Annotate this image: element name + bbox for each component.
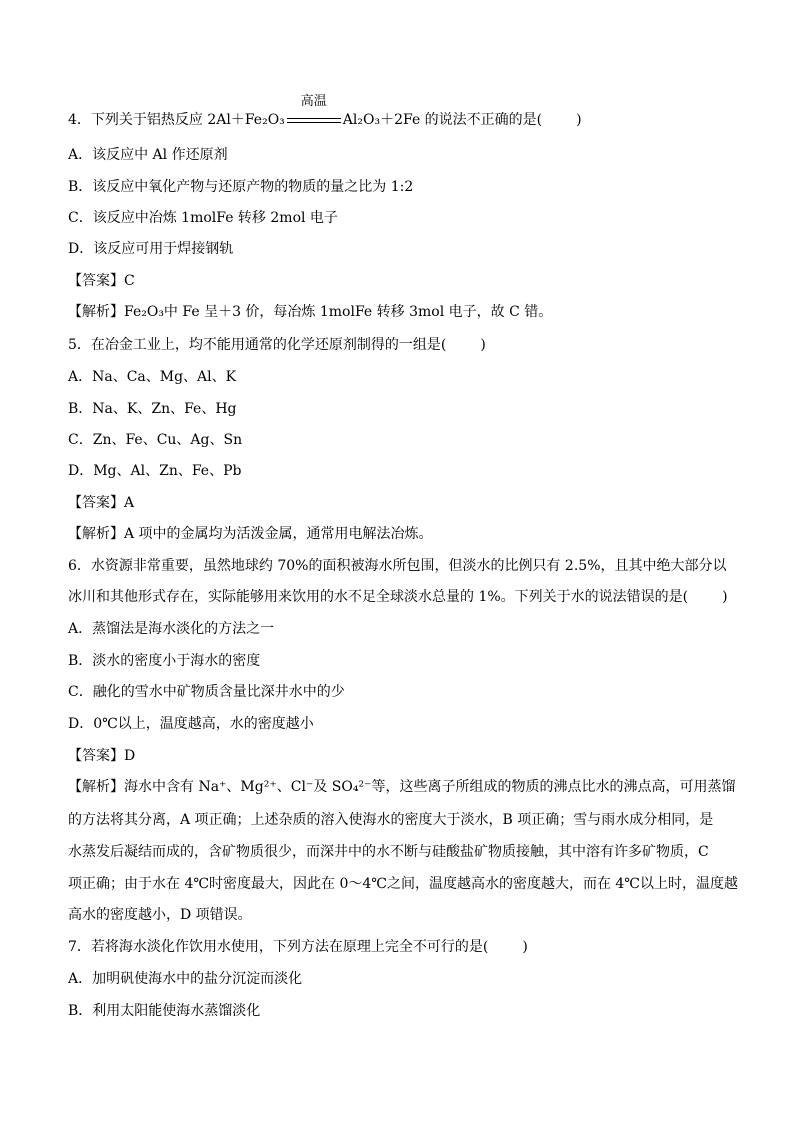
q4-option-b: B．该反应中氧化产物与还原产物的物质的量之比为 1:2	[68, 179, 414, 195]
q7-option-a: A．加明矾使海水中的盐分沉淀而淡化	[68, 971, 303, 987]
q7-option-b: B．利用太阳能使海水蒸馏淡化	[68, 1003, 261, 1019]
q4-analysis: 【解析】Fe₂O₃中 Fe 呈＋3 价，每冶炼 1molFe 转移 3mol 电子，故 C 错。	[68, 304, 553, 320]
q4-stem	[68, 94, 582, 130]
q7-stem	[68, 937, 528, 957]
q5-option-c: C．Zn、Fe、Cu、Ag、Sn	[68, 432, 243, 448]
q4-stem-prefix: 4．下列关于铝热反应 2Al＋Fe₂O₃	[68, 112, 285, 128]
q6-analysis-line-5: 高水的密度越小，D 项错误。	[68, 907, 252, 923]
reaction-arrow	[287, 94, 341, 130]
q5-option-d: D．Mg、Al、Zn、Fe、Pb	[68, 463, 242, 479]
q5-analysis: 【解析】A 项中的金属均为活泼金属，通常用电解法冶炼。	[68, 526, 433, 542]
q6-analysis-line-1: 【解析】海水中含有 Na⁺、Mg²⁺、Cl⁻及 SO₄²⁻等，这些离子所组成的物质的沸点比水的沸点高，可用蒸馏	[68, 779, 736, 795]
answer-blank-close: )	[576, 112, 582, 128]
q4-stem-suffix: Al₂O₃＋2Fe 的说法不正确的是(	[342, 112, 543, 128]
answer-blank-close: )	[522, 939, 528, 955]
q6-option-a: A．蒸馏法是海水淡化的方法之一	[68, 621, 275, 637]
q5-stem	[68, 335, 486, 355]
q6-stem-line-1: 6．水资源非常重要，虽然地球约 70%的面积被海水所包围，但淡水的比例只有 2.5%，且其中绝大部分以	[68, 558, 727, 574]
q5-option-a: A．Na、Ca、Mg、Al、K	[68, 369, 237, 385]
q6-analysis-line-2: 的方法将其分离，A 项正确；上述杂质的溶入使海水的密度大于淡水，B 项正确；雪与雨水成分相同，是	[68, 812, 714, 828]
q6-analysis-line-3: 水蒸发后凝结而成的，含矿物质很少，而深井中的水不断与硅酸盐矿物质接触，其中溶有许多矿物质，C	[68, 844, 709, 860]
q4-option-d: D．该反应可用于焊接钢轨	[68, 241, 234, 257]
q6-option-c: C．融化的雪水中矿物质含量比深井水中的少	[68, 684, 345, 700]
answer-blank-close: )	[480, 337, 486, 353]
q6-stem-line-2	[68, 587, 728, 607]
q7-stem-text: 7．若将海水淡化作饮用水使用，下列方法在原理上完全不可行的是(	[68, 939, 489, 955]
q6-stem-text: 冰川和其他形式存在，实际能够用来饮用的水不足全球淡水总量的 1%。下列关于水的说法错误的是(	[68, 589, 689, 605]
q6-analysis-line-4: 项正确；由于水在 4℃时密度最大，因此在 0～4℃之间，温度越高水的密度越大，而在 4℃以上时，温度越	[68, 876, 738, 892]
q5-answer: 【答案】A	[68, 495, 135, 511]
q6-option-d: D．0℃以上，温度越高，水的密度越小	[68, 716, 314, 732]
q5-stem-text: 5．在冶金工业上，均不能用通常的化学还原剂制得的一组是(	[68, 337, 447, 353]
q6-answer: 【答案】D	[68, 748, 136, 764]
q4-option-a: A．该反应中 Al 作还原剂	[68, 147, 228, 163]
answer-blank-close: )	[722, 589, 728, 605]
q6-option-b: B．淡水的密度小于海水的密度	[68, 653, 261, 669]
q4-answer: 【答案】C	[68, 273, 135, 289]
reaction-condition: 高温	[300, 94, 327, 109]
q4-option-c: C．该反应中冶炼 1molFe 转移 2mol 电子	[68, 210, 338, 226]
q5-option-b: B．Na、K、Zn、Fe、Hg	[68, 401, 237, 417]
